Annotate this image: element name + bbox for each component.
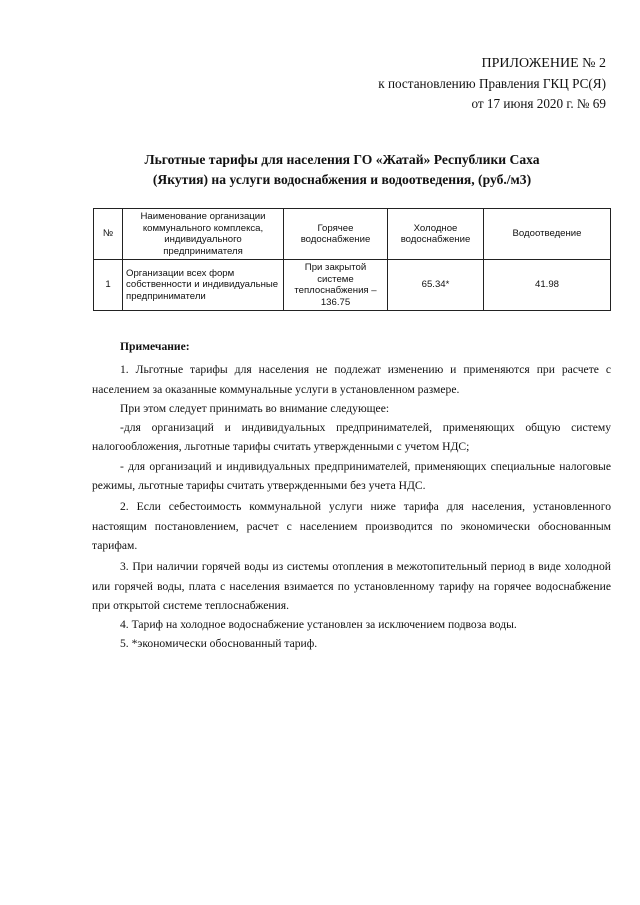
notes-section xyxy=(92,337,611,654)
title-line-1: Льготные тарифы для населения ГО «Жатай» Республики Саха xyxy=(144,152,540,167)
column-header-number: № xyxy=(94,209,123,260)
column-header-sewerage: Водоотведение xyxy=(484,209,611,260)
note-paragraph: - для организаций и индивидуальных предпринимателей, применяющих специальные налоговые режимы, льготные тарифы считать утвержденными без учета НДС. xyxy=(92,459,611,493)
table-row xyxy=(94,260,611,311)
tariff-table xyxy=(93,208,611,311)
notes-heading: Примечание: xyxy=(120,340,190,353)
note-paragraph: При этом следует принимать во внимание следующее: xyxy=(120,401,390,415)
note-paragraph: -для организаций и индивидуальных предпринимателей, применяющих общую систему налогообложения, льготные тарифы считать утвержденными с учетом НДС; xyxy=(92,421,611,454)
column-header-cold-water: Холодное водоснабжение xyxy=(388,209,484,260)
note-paragraph: 3. При наличии горячей воды из системы отопления в межотопительный период в виде холодной или горячей воды, плата с населения взимается по установленному тарифу на горячее водоснабжение при открытой системе теплоснабжения. xyxy=(92,560,611,612)
cell-organization: Организации всех форм собственности и индивидуальные предприниматели xyxy=(123,260,284,311)
cell-sewerage: 41.98 xyxy=(484,260,611,311)
appendix-number: ПРИЛОЖЕНИЕ № 2 xyxy=(481,56,606,71)
note-paragraph: 5. *экономически обоснованный тариф. xyxy=(120,637,318,651)
cell-number: 1 xyxy=(94,260,123,311)
note-paragraph: 1. Льготные тарифы для населения не подлежат изменению и применяются при расчете с населением за оказанные коммунальные услуги в установленном размере. xyxy=(92,363,611,396)
document-title xyxy=(92,150,592,190)
cell-cold-water: 65.34* xyxy=(388,260,484,311)
column-header-organization: Наименование организации коммунального комплекса, индивидуального предпринимателя xyxy=(123,209,284,260)
appendix-date: от 17 июня 2020 г. № 69 xyxy=(471,96,606,111)
appendix-reference: к постановлению Правления ГКЦ РС(Я) xyxy=(378,76,606,91)
column-header-hot-water: Горячее водоснабжение xyxy=(284,209,388,260)
cell-hot-water: При закрытой системе теплоснабжения – 136.75 xyxy=(284,260,388,311)
note-paragraph: 4. Тариф на холодное водоснабжение установлен за исключением подвоза воды. xyxy=(120,618,517,632)
title-line-2: (Якутия) на услуги водоснабжения и водоотведения, (руб./м3) xyxy=(152,172,532,187)
appendix-block xyxy=(306,54,606,114)
table-header-row xyxy=(94,209,611,260)
note-paragraph: 2. Если себестоимость коммунальной услуги ниже тарифа для населения, установленного настоящим постановлением, расчет с населением производится по экономически обоснованным тарифам. xyxy=(92,500,611,552)
